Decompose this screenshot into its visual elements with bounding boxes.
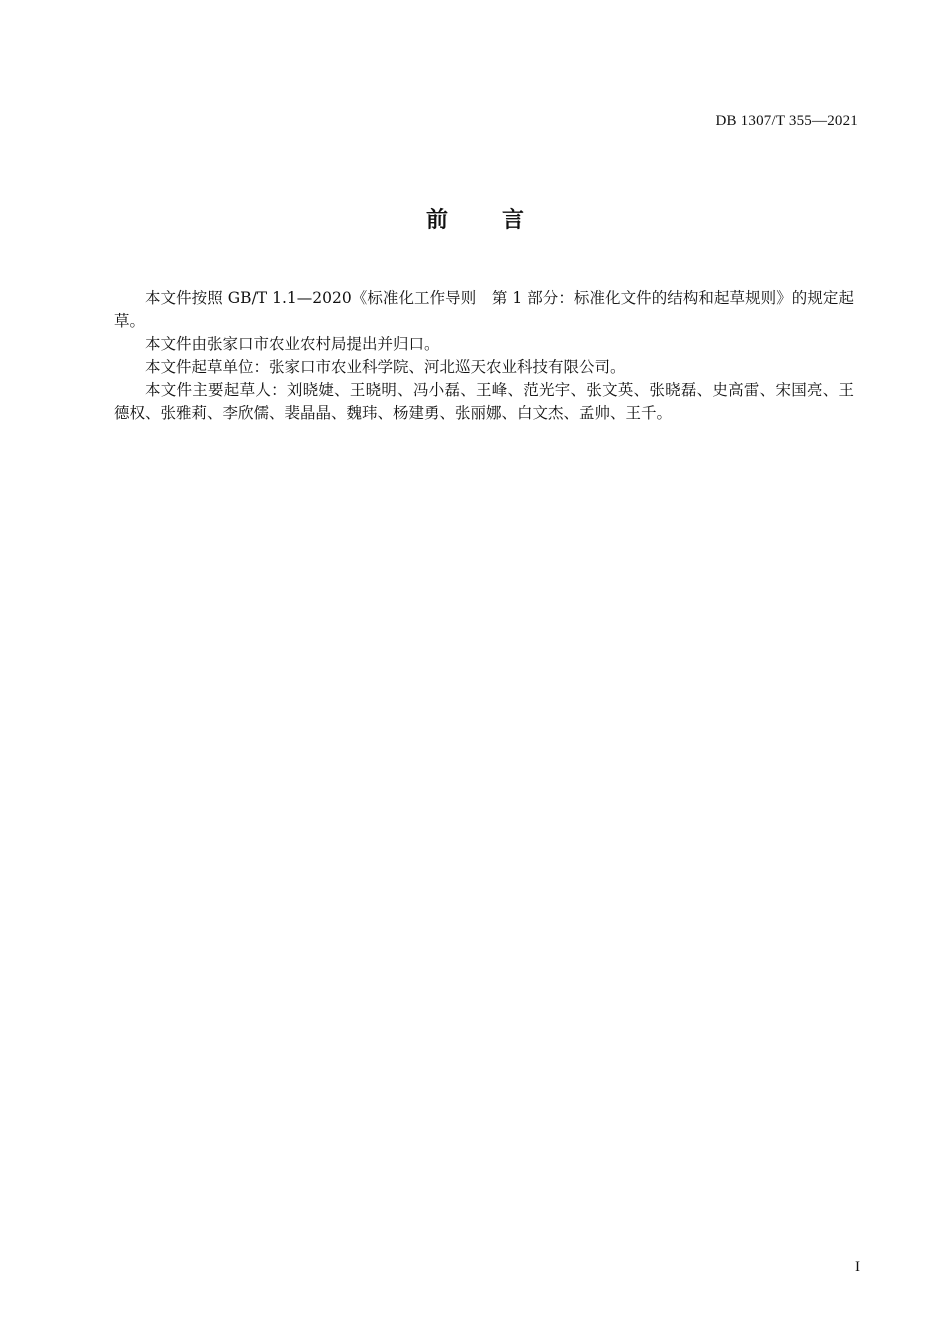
page-number: I xyxy=(855,1259,860,1275)
paragraph-drafters: 本文件主要起草人：刘晓婕、王晓明、冯小磊、王峰、范光宇、张文英、张晓磊、史高雷、宋国亮、王德权、张雅莉、李欣儒、裴晶晶、魏玮、杨建勇、张丽娜、白文杰、孟帅、王千。 xyxy=(114,381,854,422)
document-code: DB 1307/T 355—2021 xyxy=(715,113,858,129)
foreword-body xyxy=(114,287,854,425)
paragraph-drafting-rules: 本文件按照 GB/T 1.1—2020《标准化工作导则 第 1 部分：标准化文件的结构和起草规则》的规定起草。 xyxy=(114,289,854,330)
paragraph-drafting-units: 本文件起草单位：张家口市农业科学院、河北巡天农业科技有限公司。 xyxy=(145,358,626,376)
page-title: 前言 xyxy=(425,208,578,233)
paragraph-proposer: 本文件由张家口市农业农村局提出并归口。 xyxy=(145,335,440,353)
